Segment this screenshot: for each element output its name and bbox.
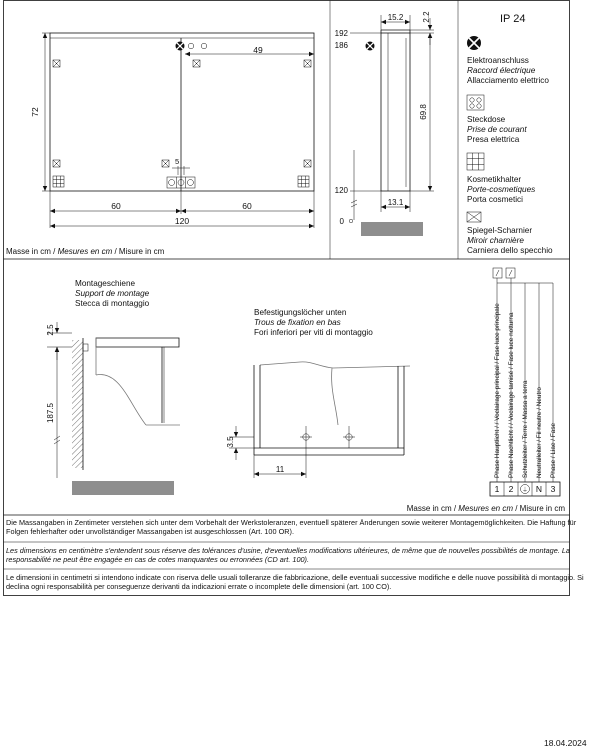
fixing-holes-view xyxy=(226,308,410,478)
rail-title-fr: Support de montage xyxy=(75,289,150,298)
dim-3-5: 3.5 xyxy=(226,436,235,448)
wire-label-4: Neutralleiter / Fil neutre / Neutro xyxy=(536,387,543,478)
dim-69-8: 69.8 xyxy=(419,104,428,120)
small-circle-icon xyxy=(188,43,194,49)
legend-cosmetic-de: Kosmetikhalter xyxy=(467,175,522,184)
legend-cosmetic-it: Porta cosmetici xyxy=(467,195,523,204)
legend-socket-de: Steckdose xyxy=(467,115,506,124)
terminal-3: 3 xyxy=(550,484,556,494)
cabinet-side xyxy=(381,33,410,191)
dim-60-right: 60 xyxy=(242,201,252,211)
legend-hinge-de: Spiegel-Scharnier xyxy=(467,226,533,235)
note-italian: Le dimensioni in centimetri si intendono indicate con riserva delle usuali tolleranze die fabbricazione, delle eventuali successive modifiche e delle nuove possibilità di montaggio. Si declina ogni responsabilità per conseguenze derivanti da indicazioni errate o incomplete delle dimensioni (art. 100 CO). xyxy=(6,573,584,592)
dim-120: 120 xyxy=(174,216,190,226)
power-connection-icon xyxy=(467,36,481,50)
legend-socket-it: Presa elettrica xyxy=(467,135,520,144)
dim-186: 186 xyxy=(334,41,348,50)
terminal-1: 1 xyxy=(494,484,500,494)
hinge-icon xyxy=(467,212,481,222)
hinge-icon xyxy=(53,60,311,167)
mounting-rail-view xyxy=(46,279,180,495)
rail-title-it: Stecca di montaggio xyxy=(75,299,150,308)
dim-2-2: 2.2 xyxy=(422,11,431,23)
wire-label-2: Phase Nachtlicht / / Voclairage tamisé / Fase luce notturna xyxy=(508,312,515,478)
legend-power-it: Allacciamento elettrico xyxy=(467,76,549,85)
wire-label-3: Schutzleiter / Terre / Massa a terra xyxy=(522,380,529,478)
dim-13-1: 13.1 xyxy=(387,198,404,207)
small-circle-icon xyxy=(201,43,207,49)
terminal-n: N xyxy=(535,484,543,494)
wall-hatch xyxy=(72,340,83,468)
dim-2-5: 2.5 xyxy=(46,324,55,336)
side-view xyxy=(335,11,434,236)
legend-hinge-it: Carniera dello specchio xyxy=(467,246,553,255)
power-connection-icon xyxy=(366,42,375,51)
terminal-2: 2 xyxy=(508,484,514,494)
holes-title-de: Befestigungslöcher unten xyxy=(254,308,347,317)
floor-block xyxy=(72,481,174,495)
legend-hinge-fr: Miroir charnière xyxy=(467,236,524,245)
legend xyxy=(467,13,553,255)
legend-cosmetic-fr: Porte-cosmetiques xyxy=(467,185,536,194)
dim-192: 192 xyxy=(334,29,348,38)
socket-icon xyxy=(467,95,484,110)
dim-72: 72 xyxy=(30,107,40,117)
cabinet-front xyxy=(50,33,314,191)
wire-label-5: Phase / Liae / Fase xyxy=(550,422,557,478)
wiring-diagram xyxy=(490,268,560,496)
legend-power-fr: Raccord électrique xyxy=(467,66,536,75)
dim-0: 0 xyxy=(339,217,344,226)
front-view xyxy=(30,33,314,228)
note-french: Les dimensions en centimètre s'entendent sous réserve des tolérances d'usine, d'eventuelles modifications ultérieures, de même que de nouvelles possibilités de montage. La responsabilité ne peut être engagée en cas de cotes manquantes ou erronnées (CD art. 100). xyxy=(6,546,570,565)
note-german: Die Massangaben in Zentimeter verstehen sich unter dem Vorbehalt der Werkstoleranzen, eventuell späterer Änderungen sowie weiterer Montagemöglichkeiten. Die Haftung für Folgen fehlerhafter oder unvollständiger Massangaben ist ausgeschlossen (Art. 100 OR). xyxy=(6,518,577,537)
rail-title-de: Montageschiene xyxy=(75,279,136,288)
dim-15-2: 15.2 xyxy=(387,13,404,22)
dim-120-side: 120 xyxy=(334,186,348,195)
holes-title-fr: Trous de fixation en bas xyxy=(254,318,341,327)
legend-socket-fr: Prise de courant xyxy=(467,125,527,134)
rail-profile xyxy=(96,338,179,347)
fixing-hole-icon xyxy=(343,426,355,448)
ground-icon xyxy=(521,485,530,495)
fixing-hole-icon xyxy=(300,426,312,455)
dim-49: 49 xyxy=(253,45,263,55)
dim-60-left: 60 xyxy=(111,201,121,211)
svg-text:⏚: ⏚ xyxy=(521,488,529,494)
holes-title-it: Fori inferiori per viti di montaggio xyxy=(254,328,373,337)
power-connection-icon xyxy=(176,42,185,51)
floor-block xyxy=(361,222,423,236)
cosmetic-holder-icon xyxy=(467,153,484,170)
dim-5: 5 xyxy=(175,157,180,166)
dim-11: 11 xyxy=(275,465,285,474)
unit-label-top: Masse in cm / Mesures en cm / Misure in cm xyxy=(6,247,165,256)
document-date: 18.04.2024 xyxy=(544,738,587,748)
ip-rating: IP 24 xyxy=(500,13,526,25)
dim-187-5: 187.5 xyxy=(46,402,55,424)
legend-power-de: Elektroanschluss xyxy=(467,56,529,65)
unit-label-bottom: Masse in cm / Mesures en cm / Misure in cm xyxy=(406,504,565,513)
wire-label-1: Phase Hauptlicht / / Voclairage principal / Fase luce principale xyxy=(494,303,501,478)
